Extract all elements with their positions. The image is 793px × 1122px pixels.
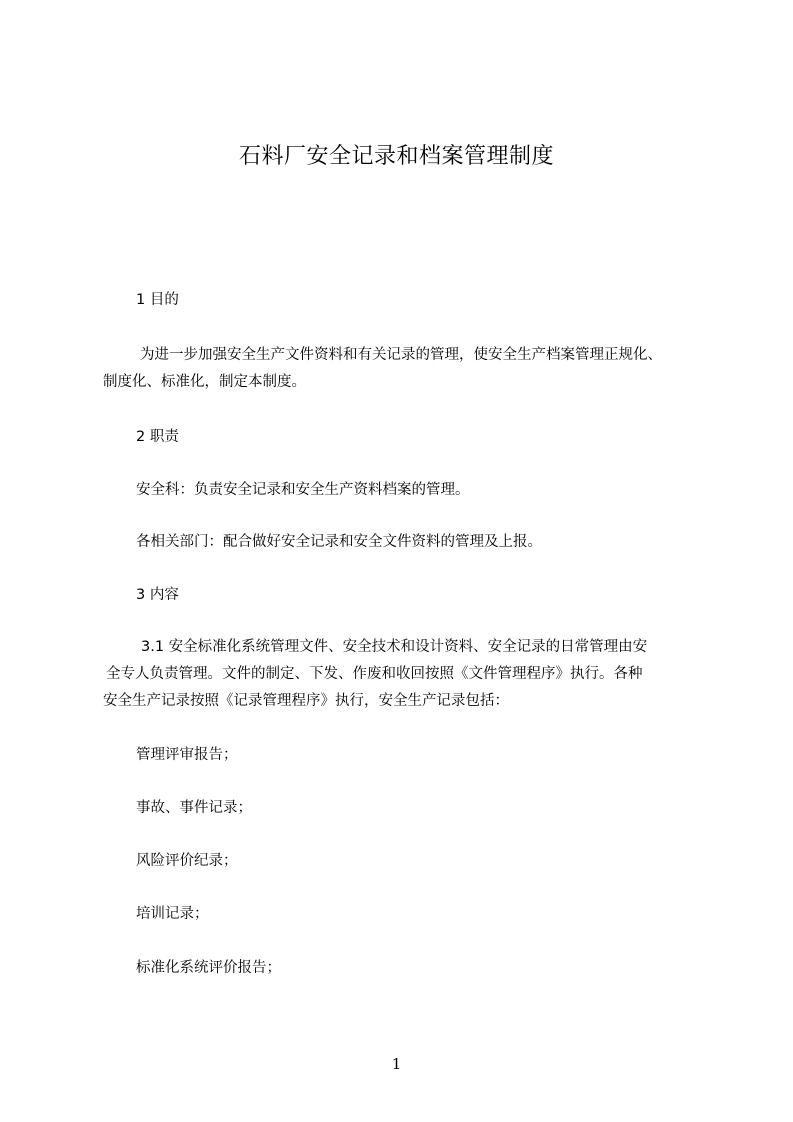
page-number: 1	[391, 1055, 402, 1073]
list-item: 管理评审报告；	[136, 747, 238, 763]
section-2-item-2: 各相关部门：配合做好安全记录和安全文件资料的管理及上报。	[136, 534, 542, 550]
list-item: 培训记录；	[136, 906, 209, 922]
section-2-item-1: 安全科：负责安全记录和安全生产资料档案的管理。	[136, 482, 470, 498]
section-3-paragraph-line-1: 3.1 安全标准化系统管理文件、安全技术和设计资料、安全记录的日常管理由安	[141, 639, 648, 655]
section-1-paragraph-line-1: 为进一步加强安全生产文件资料和有关记录的管理，使安全生产档案管理正规化、	[140, 347, 662, 363]
list-item: 事故、事件记录；	[136, 800, 252, 816]
section-3-heading: 3 内容	[136, 587, 179, 603]
section-3-paragraph-line-2: 全专人负责管理。文件的制定、下发、作废和收回按照《文件管理程序》执行。各种	[106, 666, 643, 682]
section-1-paragraph-line-2: 制度化、标准化，制定本制度。	[103, 374, 306, 390]
section-1-heading: 1 目的	[136, 292, 179, 308]
list-item: 风险评价纪录；	[136, 853, 238, 869]
section-2-heading: 2 职责	[136, 429, 179, 445]
document-title: 石料厂安全记录和档案管理制度	[238, 144, 554, 169]
section-3-paragraph-line-3: 安全生产记录按照《记录管理程序》执行，安全生产记录包括：	[103, 693, 509, 709]
list-item: 标准化系统评价报告；	[136, 960, 281, 976]
